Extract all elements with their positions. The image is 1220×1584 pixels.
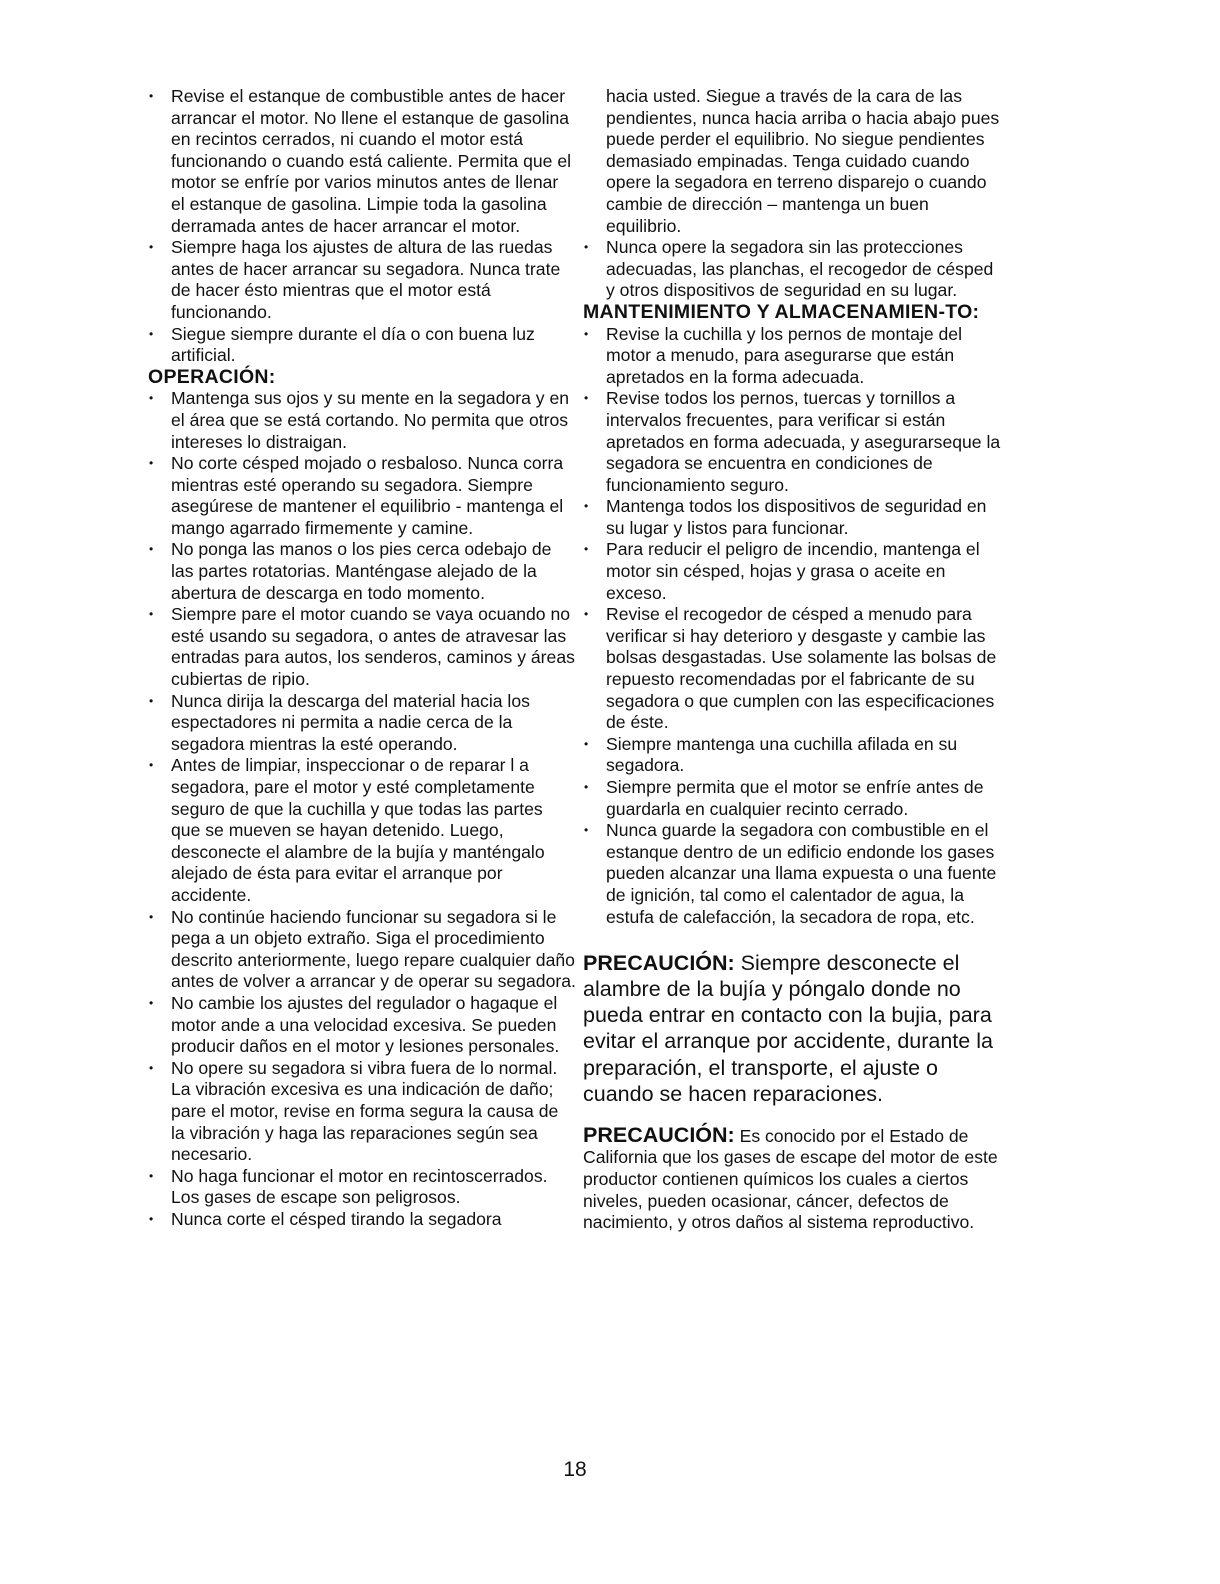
list-item: • Revise el recogedor de césped a menudo para verificar si hay deterioro y desgaste y cambie las bolsas desgastadas. Use solamente las bolsas de repuesto recomendadas por el fabricante de su segadora o que cumplen con las especificaciones de éste. <box>583 604 1003 734</box>
list-item: • Nunca guarde la segadora con combustible en el estanque dentro de un edificio endonde los gases pueden alcanzar una llama expuesta o una fuente de ignición, tal como el calentador de agua, la estufa de calefacción, la secadora de ropa, etc. <box>583 820 1003 928</box>
caution-spark-plug <box>583 950 1003 1107</box>
list-item: • Siempre permita que el motor se enfríe antes de guardarla en cualquier recinto cerrado. <box>583 777 1003 820</box>
list-item: • Antes de limpiar, inspeccionar o de reparar l a segadora, pare el motor y esté completamente seguro de que la cuchilla y que todas las partes que se mueven se hayan detenido. Luego, desconecte el alambre de la bujía y manténgalo alejado de ésta para evitar el arranque por accidente. <box>148 755 576 906</box>
list-item: • Revise todos los pernos, tuercas y tornillos a intervalos frecuentes, para verificar si están apretados en forma adecuada, y asegurarseque la segadora se encuentra en condiciones de funcionamiento seguro. <box>583 388 1003 496</box>
operation-heading: OPERACIÓN: <box>148 365 276 388</box>
safety-list-intro <box>148 86 576 367</box>
list-item: • Revise la cuchilla y los pernos de montaje del motor a menudo, para asegurarse que están apretados en la forma adecuada. <box>583 324 1003 389</box>
list-item: • Siempre haga los ajustes de altura de las ruedas antes de hacer arrancar su segadora. Nunca trate de hacer ésto mientras que el motor está funcionando. <box>148 237 576 323</box>
operation-list <box>148 388 576 1230</box>
left-column <box>148 86 576 1230</box>
continued-paragraph: hacia usted. Siegue a través de la cara de las pendientes, nunca hacia arriba o hacia abajo pues puede perder el equilibrio. No siegue pendientes demasiado empinadas. Tenga cuidado cuando opere la segadora en terreno disparejo o cuando cambie de dirección – mantenga un buen equilibrio. <box>606 86 1000 236</box>
caution-label: PRECAUCIÓN: <box>583 1122 735 1147</box>
list-item: • No cambie los ajustes del regulador o hagaque el motor ande a una velocidad excesiva. Se pueden producir daños en el motor y lesiones personales. <box>148 993 576 1058</box>
list-item: • Mantenga sus ojos y su mente en la segadora y en el área que se está cortando. No permita que otros intereses lo distraigan. <box>148 388 576 453</box>
list-item: • Para reducir el peligro de incendio, mantenga el motor sin césped, hojas y grasa o aceite en exceso. <box>583 539 1003 604</box>
caution-text: Siempre desconecte el alambre de la bujía y póngalo donde no pueda entrar en contacto con la bujia, para evitar el arranque por accidente, durante la preparación, el transporte, el ajuste o cuando se hacen reparaciones. <box>583 951 993 1106</box>
list-item: • Siempre pare el motor cuando se vaya ocuando no esté usando su segadora, o antes de atravesar las entradas para autos, los senderos, caminos y áreas cubiertas de ripio. <box>148 604 576 690</box>
list-item: • No haga funcionar el motor en recintoscerrados. Los gases de escape son peligrosos. <box>148 1166 576 1209</box>
caution-california <box>583 1122 1003 1234</box>
list-item: • No corte césped mojado o resbaloso. Nunca corra mientras esté operando su segadora. Siempre asegúrese de mantener el equilibrio - mantenga el mango agarrado firmemente y camine. <box>148 453 576 539</box>
safety-list-continued <box>583 237 1003 302</box>
list-item: • Revise el estanque de combustible antes de hacer arrancar el motor. No llene el estanque de gasolina en recintos cerrados, ni cuando el motor está funcionando o cuando está caliente. Permita que el motor se enfríe por varios minutos antes de llenar el estanque de gasolina. Limpie toda la gasolina derramada antes de hacer arrancar el motor. <box>148 86 576 237</box>
list-item: • Nunca corte el césped tirando la segadora <box>148 1209 576 1231</box>
page-number: 18 <box>563 1458 587 1481</box>
list-item: • No opere su segadora si vibra fuera de lo normal. La vibración excesiva es una indicación de daño; pare el motor, revise en forma segura la causa de la vibración y haga las reparaciones según sea necesario. <box>148 1058 576 1166</box>
list-item: • No ponga las manos o los pies cerca odebajo de las partes rotatorias. Manténgase alejado de la abertura de descarga en todo momento. <box>148 539 576 604</box>
list-item: • Siegue siempre durante el día o con buena luz artificial. <box>148 324 576 367</box>
caution-text: Es conocido por el Estado de California que los gases de escape del motor de este productor contienen químicos los cuales a ciertos niveles, pueden ocasionar, cáncer, defectos de nacimiento, y otros daños al sistema reproductivo. <box>583 1125 998 1233</box>
maintenance-heading: MANTENIMIENTO Y ALMACENAMIEN-TO: <box>583 300 980 323</box>
list-item: • Nunca dirija la descarga del material hacia los espectadores ni permita a nadie cerca de la segadora mientras la esté operando. <box>148 691 576 756</box>
right-column <box>583 86 1003 1234</box>
list-item: • Mantenga todos los dispositivos de seguridad en su lugar y listos para funcionar. <box>583 496 1003 539</box>
list-item: • No continúe haciendo funcionar su segadora si le pega a un objeto extraño. Siga el procedimiento descrito anteriormente, luego repare cualquier daño antes de volver a arrancar y de operar su segadora. <box>148 907 576 993</box>
list-item: • Siempre mantenga una cuchilla afilada en su segadora. <box>583 734 1003 777</box>
caution-label: PRECAUCIÓN: <box>583 951 735 976</box>
list-item: • Nunca opere la segadora sin las protecciones adecuadas, las planchas, el recogedor de césped y otros dispositivos de seguridad en su lugar. <box>583 237 1003 302</box>
maintenance-list <box>583 324 1003 929</box>
